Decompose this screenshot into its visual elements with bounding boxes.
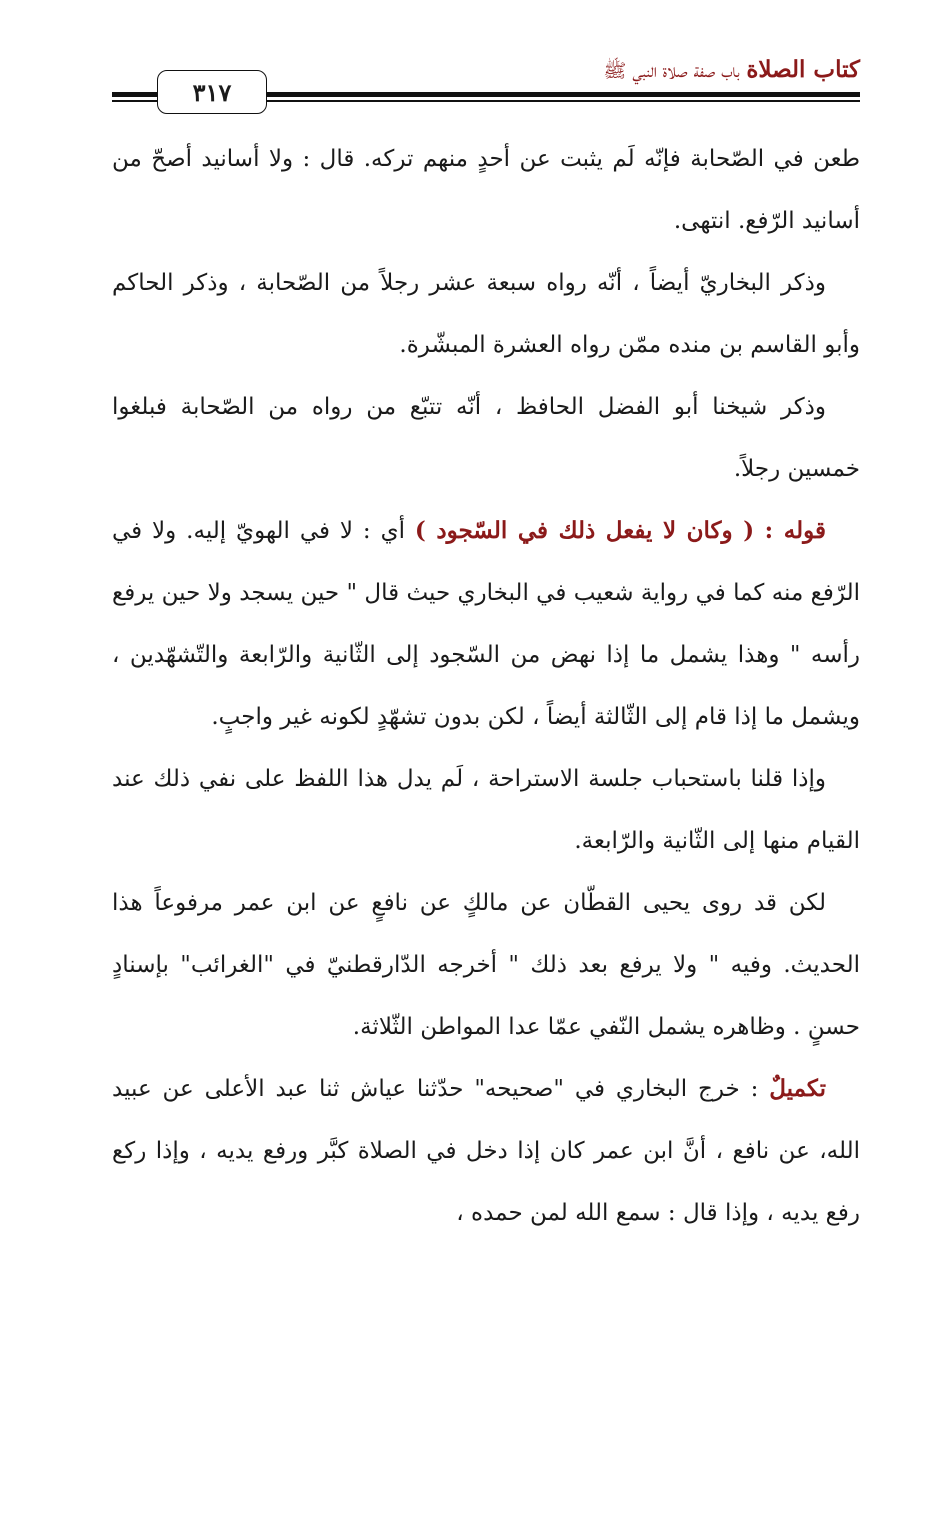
paragraph-6 [112,872,860,1058]
paragraph-text: وذكر البخاريّ أيضاً ، أنّه رواه سبعة عشر رجلاً من الصّحابة ، وذكر الحاكم وأبو القاسم بن منده ممّن رواه العشرة المبشّرة. [112,270,860,358]
paragraph-3 [112,376,860,500]
paragraph-text: أي : لا في الهويّ إليه. ولا في الرّفع منه كما في رواية شعيب في البخاري حيث قال " حين يسجد ولا حين يرفع رأسه " وهذا يشمل ما إذا نهض من السّجود إلى الثّانية والرّابعة والتّشهّدين ، ويشمل ما إذا قام إلى الثّالثة أيضاً ، لكن بدون تشهّدٍ لكونه غير واجبٍ. [112,518,860,730]
page-number-box [157,70,267,114]
running-title [603,56,860,87]
paragraph-text: وذكر شيخنا أبو الفضل الحافظ ، أنّه تتبّع من رواه من الصّحابة فبلغوا خمسين رجلاً. [112,394,860,482]
paragraph-text: : خرج البخاري في "صحيحه" حدّثنا عياش ثنا عبد الأعلى عن عبيد الله، عن نافع ، أنَّ ابن عمر كان إذا دخل في الصلاة كبَّر ورفع يديه ، وإذا ركع رفع يديه ، وإذا قال : سمع الله لمن حمده ، [112,1076,860,1226]
body-text [112,128,860,1244]
paragraph-2 [112,252,860,376]
page-header [112,48,860,118]
paragraph-1 [112,128,860,252]
paragraph-text: طعن في الصّحابة فإنّه لَم يثبت عن أحدٍ منهم تركه. قال : ولا أسانيد أصحّ من أسانيد الرّفع. انتهى. [112,146,860,234]
page-number: ٣١٧ [192,77,232,107]
quoted-lead: قوله : ( وكان لا يفعل ذلك في السّجود ) [414,517,826,544]
paragraph-4 [112,500,860,748]
completion-heading: تكميلٌ [769,1075,826,1102]
paragraph-text: وإذا قلنا باستحباب جلسة الاستراحة ، لَم يدل هذا اللفظ على نفي ذلك عند القيام منها إلى الثّانية والرّابعة. [112,766,860,854]
paragraph-5 [112,748,860,872]
paragraph-text: لكن قد روى يحيى القطّان عن مالكٍ عن نافعٍ عن ابن عمر مرفوعاً هذا الحديث. وفيه " ولا يرفع بعد ذلك " أخرجه الدّارقطنيّ في "الغرائب" بإسنادٍ حسنٍ . وظاهره يشمل النّفي عمّا عدا المواطن الثّلاثة. [112,890,860,1040]
paragraph-7 [112,1058,860,1244]
book-name: كتاب الصلاة [746,56,860,83]
chapter-name: باب صفة صلاة النبي ﷺ [603,60,740,82]
